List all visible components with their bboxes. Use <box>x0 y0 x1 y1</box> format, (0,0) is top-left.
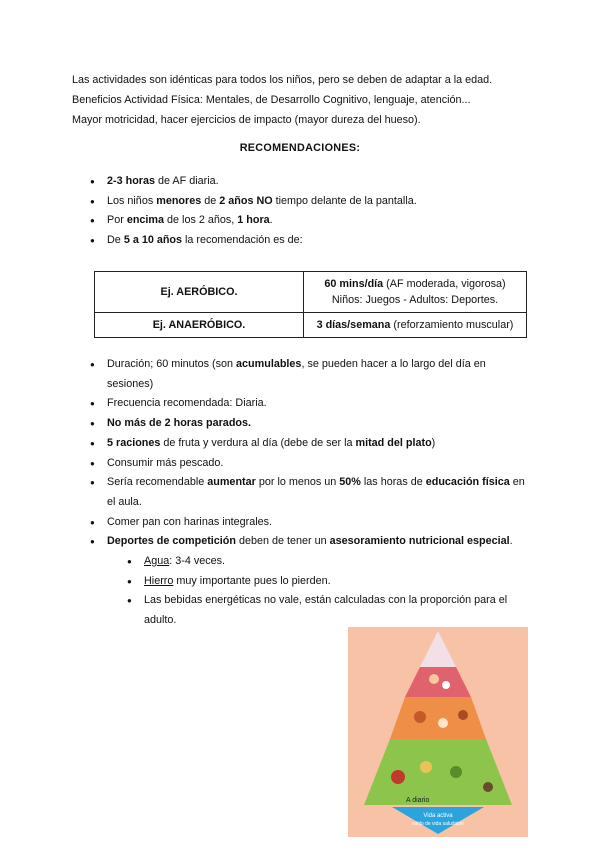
details-list <box>90 355 530 631</box>
intro-line-3: Mayor motricidad, hacer ejercicios de impacto (mayor dureza del hueso). <box>72 114 421 126</box>
food-illustration <box>438 718 448 728</box>
intro-line-2: Beneficios Actividad Física: Mentales, de Desarrollo Cognitivo, lenguaje, atención... <box>72 94 471 106</box>
sub-list <box>107 552 530 631</box>
list-item: ● Comer pan con harinas integrales. <box>90 513 530 533</box>
exercise-table <box>94 271 527 338</box>
intro-line-1: Las actividades son idénticas para todos los niños, pero se deben de adaptar a la edad. <box>72 74 493 86</box>
aerobic-label: Ej. AERÓBICO. <box>95 272 304 313</box>
pyramid-middle-tier <box>390 697 486 739</box>
food-illustration <box>442 681 450 689</box>
sub-list-item: ● Las bebidas energéticas no vale, están calculadas con la proporción para el adulto. <box>127 591 530 630</box>
list-item: ● Por encima de los 2 años, 1 hora. <box>90 211 530 231</box>
pyramid-base-label-1: Vida activa <box>423 813 453 819</box>
food-illustration <box>429 674 439 684</box>
table-row <box>95 313 527 338</box>
intro-paragraph <box>72 70 542 130</box>
list-item: ● Consumir más pescado. <box>90 454 530 474</box>
anaerobic-label: Ej. ANAERÓBICO. <box>95 313 304 338</box>
list-item: ● Frecuencia recomendada: Diaria. <box>90 394 530 414</box>
food-pyramid-image <box>348 627 528 837</box>
list-item: ● No más de 2 horas parados. <box>90 414 530 434</box>
sub-list-item: ● Hierro muy importante pues lo pierden. <box>127 572 530 592</box>
anaerobic-value: 3 días/semana (reforzamiento muscular) <box>304 313 527 338</box>
food-illustration <box>420 761 432 773</box>
list-item: ● 2-3 horas de AF diaria. <box>90 172 530 192</box>
food-illustration <box>414 711 426 723</box>
pyramid-lower-tier <box>364 739 512 805</box>
list-item: ● De 5 a 10 años la recomendación es de: <box>90 231 530 251</box>
sub-list-item: ● Agua: 3-4 veces. <box>127 552 530 572</box>
list-item: ● Duración; 60 minutos (son acumulables, se pueden hacer a lo largo del día en sesiones) <box>90 355 530 394</box>
food-illustration <box>391 770 405 784</box>
recommendations-heading: RECOMENDACIONES: <box>239 142 361 154</box>
list-item: ● Deportes de competición deben de tener un asesoramiento nutricional especial. ● Agua: 3-4 veces. ● Hierro muy importante pues lo pierden. ● Las bebidas energéticas no vale, están calculadas con la proporción para el adulto. <box>90 532 530 631</box>
recommendations-list <box>90 172 530 251</box>
pyramid-base-label-2: estilo de vida saludable <box>412 821 464 827</box>
food-illustration <box>483 782 493 792</box>
list-item: ● Los niños menores de 2 años NO tiempo delante de la pantalla. <box>90 192 530 212</box>
food-illustration <box>450 766 462 778</box>
list-item: ● 5 raciones de fruta y verdura al día (debe de ser la mitad del plato) <box>90 434 530 454</box>
food-illustration <box>458 710 468 720</box>
table-row <box>95 272 527 313</box>
pyramid-daily-label: A diario <box>406 797 430 804</box>
list-item: ● Sería recomendable aumentar por lo menos un 50% las horas de educación física en el aula. <box>90 473 530 512</box>
aerobic-value: 60 mins/día (AF moderada, vigorosa) Niños: Juegos - Adultos: Deportes. <box>304 272 527 313</box>
